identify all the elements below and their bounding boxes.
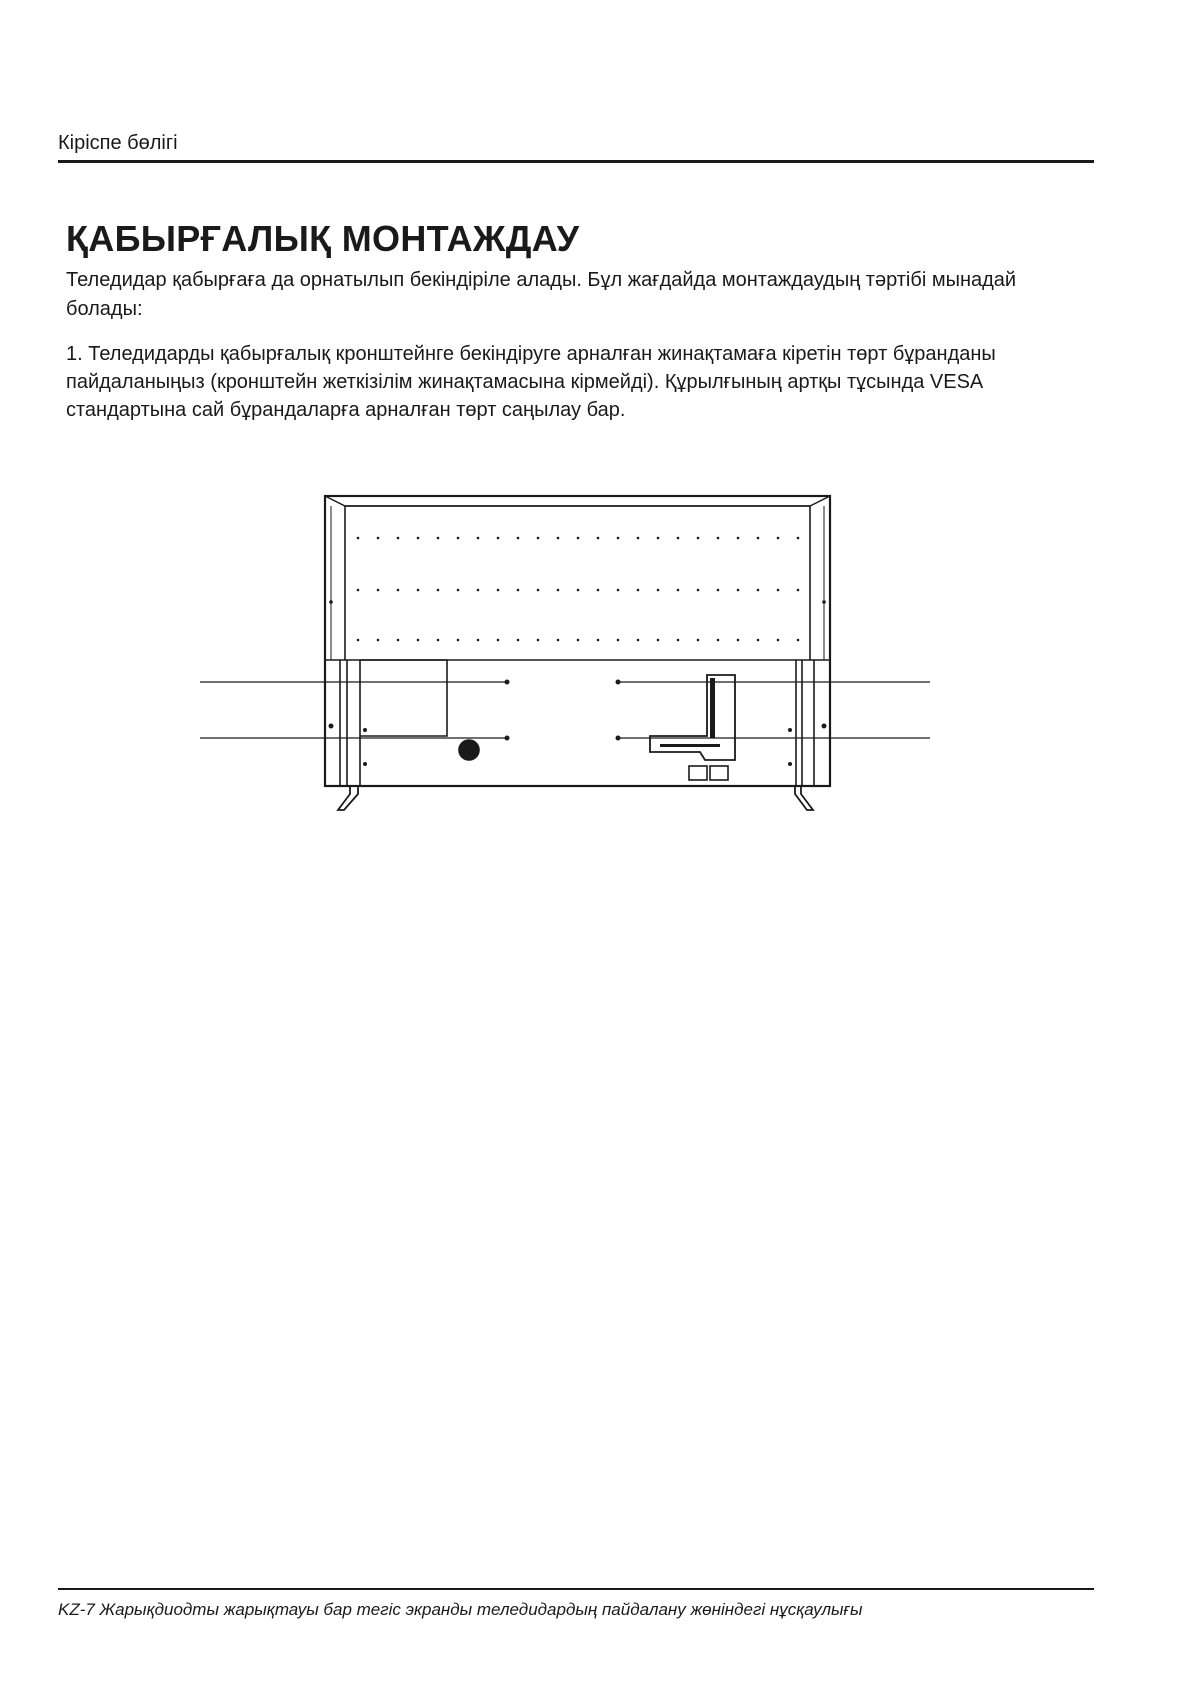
vent-dot xyxy=(437,589,440,592)
vent-dot xyxy=(397,537,400,540)
vent-dot xyxy=(557,639,560,642)
vent-dot xyxy=(597,639,600,642)
vent-dot xyxy=(697,537,700,540)
stand-foot-left xyxy=(338,786,358,810)
vent-dot xyxy=(777,589,780,592)
vent-dot xyxy=(517,589,520,592)
vesa-hole-bottom-left xyxy=(505,736,510,741)
stand-foot-right xyxy=(795,786,813,810)
footer-text: KZ-7 Жарықдиодты жарықтауы бар тегіс экранды теледидардың пайдалану жөніндегі нұсқаулығы xyxy=(58,1600,863,1619)
vent-dot xyxy=(557,589,560,592)
vent-dot xyxy=(357,537,360,540)
tv-top-bevel xyxy=(325,496,830,506)
vent-dot xyxy=(657,639,660,642)
vent-dot xyxy=(357,639,360,642)
vent-dot xyxy=(797,639,800,642)
vent-dot xyxy=(457,589,460,592)
vent-dot xyxy=(517,537,520,540)
vent-dot xyxy=(697,589,700,592)
vent-dot xyxy=(617,537,620,540)
vent-dot xyxy=(737,537,740,540)
vent-dot xyxy=(797,589,800,592)
vent-dot xyxy=(537,589,540,592)
tv-rear-diagram xyxy=(200,492,930,822)
vent-dot xyxy=(637,639,640,642)
vent-dot xyxy=(757,589,760,592)
speaker-grille xyxy=(459,740,479,760)
port-2 xyxy=(710,766,728,780)
vent-dot xyxy=(457,639,460,642)
vent-dot xyxy=(477,537,480,540)
section-label: Кіріспе бөлігі xyxy=(58,132,178,154)
vent-dot xyxy=(777,537,780,540)
vent-dot xyxy=(617,639,620,642)
power-board-outline xyxy=(360,660,447,736)
vent-dot xyxy=(717,589,720,592)
vent-dot xyxy=(637,589,640,592)
vent-dot xyxy=(597,589,600,592)
vent-dot xyxy=(757,537,760,540)
vent-dot xyxy=(657,589,660,592)
vent-dot xyxy=(717,537,720,540)
vent-dot xyxy=(657,537,660,540)
vent-dot xyxy=(477,589,480,592)
vent-dot xyxy=(757,639,760,642)
footer-divider xyxy=(58,1588,1094,1590)
vent-dot xyxy=(457,537,460,540)
step-1-paragraph: 1. Теледидарды қабырғалық кронштейнге бекіндіруге арналған жинақтамаға кіретін төрт бұранданы пайдаланыңыз (кронштейн жеткізілім жинақтамасына кірмейді). Құрылғының артқы тұсында VESA стандартына сай бұрандаларға арналған төрт саңылау бар. xyxy=(66,343,996,421)
vent-dot xyxy=(737,639,740,642)
vent-dot xyxy=(417,537,420,540)
header-divider xyxy=(58,160,1094,163)
vent-dot xyxy=(397,639,400,642)
vent-dot xyxy=(477,639,480,642)
vent-dot xyxy=(537,537,540,540)
vent-dot xyxy=(797,537,800,540)
vent-dot xyxy=(737,589,740,592)
vent-dot xyxy=(417,639,420,642)
vent-dot xyxy=(517,639,520,642)
vent-dot xyxy=(777,639,780,642)
vent-dot xyxy=(557,537,560,540)
intro-paragraph: Теледидар қабырғаға да орнатылып бекіндіріле алады. Бұл жағдайда монтаждаудың тәртібі мынадай болады: xyxy=(66,269,1017,320)
vent-dot xyxy=(437,639,440,642)
vent-dot xyxy=(357,589,360,592)
page-title: ҚАБЫРҒАЛЫҚ МОНТАЖДАУ xyxy=(66,218,580,259)
vent-dot xyxy=(437,537,440,540)
vent-dot xyxy=(717,639,720,642)
vent-dot xyxy=(417,589,420,592)
vent-dot xyxy=(497,589,500,592)
vent-dot xyxy=(377,537,380,540)
vent-dot xyxy=(577,537,580,540)
vent-dot xyxy=(637,537,640,540)
vesa-hole-bottom-right xyxy=(616,736,621,741)
vent-dot xyxy=(677,537,680,540)
vent-dot xyxy=(377,639,380,642)
vesa-hole-top-right xyxy=(616,680,621,685)
port-1 xyxy=(689,766,707,780)
vent-dot xyxy=(597,537,600,540)
connector-panel xyxy=(650,675,735,760)
vent-dot xyxy=(577,589,580,592)
vent-dot xyxy=(577,639,580,642)
vent-dot xyxy=(617,589,620,592)
vent-dot xyxy=(677,589,680,592)
vent-dot xyxy=(497,639,500,642)
vent-dots xyxy=(357,537,800,642)
vent-dot xyxy=(497,537,500,540)
vent-dot xyxy=(697,639,700,642)
vesa-hole-top-left xyxy=(505,680,510,685)
vent-dot xyxy=(677,639,680,642)
vent-dot xyxy=(377,589,380,592)
vent-dot xyxy=(537,639,540,642)
vent-dot xyxy=(397,589,400,592)
